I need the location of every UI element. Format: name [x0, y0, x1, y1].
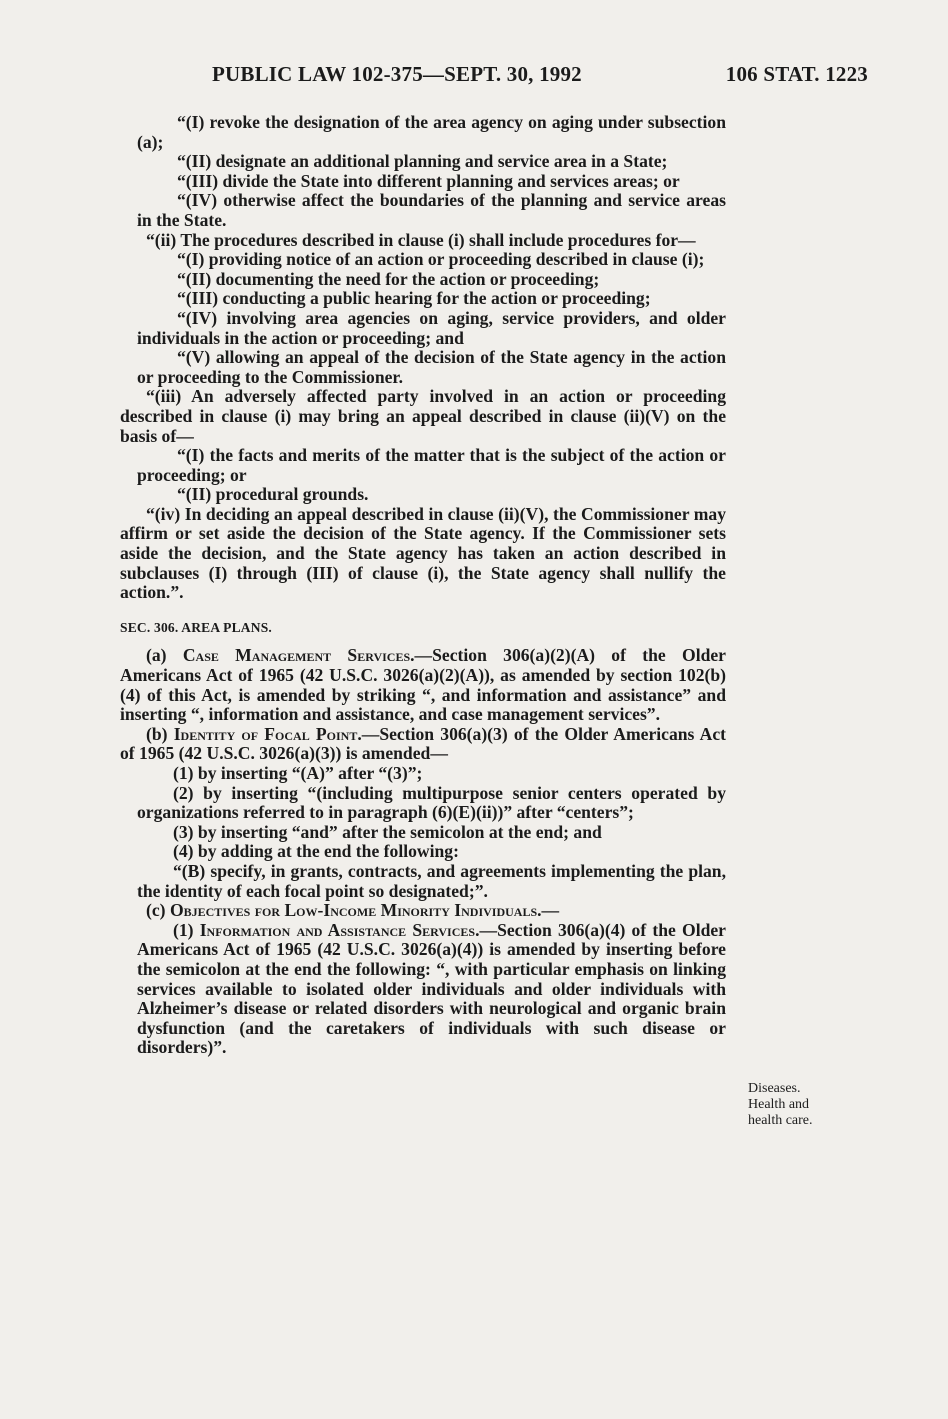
paragraph-b4-b: “(B) specify, in grants, contracts, and agreements implementing the plan, the identity of each focal point so designated;”.: [137, 860, 726, 901]
subsection-a-text: .—Section 306(a)(2)(A) of the Older Americans Act of 1965 (42 U.S.C. 3026(a)(2)(A)), as amended by section 102(b)(4) of this Act, is amended by striking “, and information and assistance” and inserting “, information and assistance, and case management services”.: [120, 645, 726, 725]
subsection-a-label: (a): [146, 645, 183, 666]
paragraph-subsection-b: [120, 725, 726, 764]
paragraph-clause-ii: “(ii) The procedures described in clause (i) shall include procedures for—: [146, 229, 696, 250]
paragraph-allowing-appeal: “(V) allowing an appeal of the decision of the State agency in the action or proceeding to the Commissioner.: [137, 347, 726, 387]
c1-label: (1): [173, 919, 200, 940]
c1-text: .—Section 306(a)(4) of the Older Americans Act of 1965 (42 U.S.C. 3026(a)(4)) is amended by inserting before the semicolon at the end the following: “, with particular emphasis on linking services available to isolated older individuals and older individuals with Alzheimer’s disease or related disorders with neurological and organic brain dysfunction (and the caretakers of individuals with such disease or disorders)”.: [137, 919, 726, 1058]
margin-note: [748, 1081, 813, 1129]
c1-title: Information and Assistance Services: [199, 919, 476, 940]
paragraph-b2: (2) by inserting “(including multipurpose senior centers operated by organizations referred to in paragraph (6)(E)(ii))” after “centers”;: [137, 782, 726, 823]
document-body: [120, 113, 726, 1058]
paragraph-clause-iii: “(iii) An adversely affected party involved in an action or proceeding described in clause (i) may bring an appeal described in clause (ii)(V) on the basis of—: [120, 386, 726, 446]
paragraph-facts-merits: “(I) the facts and merits of the matter that is the subject of the action or proceeding; or: [137, 445, 726, 485]
subsection-b-title: Identity of Focal Point: [173, 723, 358, 744]
paragraph-c1: [120, 921, 726, 1058]
paragraph-b1: (1) by inserting “(A)” after “(3)”;: [173, 763, 423, 783]
paragraph-divide-state: “(III) divide the State into different planning and services areas; or: [177, 170, 680, 191]
subsection-a-title: Case Management Services: [182, 645, 411, 666]
paragraph-b3: (3) by inserting “and” after the semicolon at the end; and: [173, 821, 602, 842]
header-title: PUBLIC LAW 102-375—SEPT. 30, 1992: [212, 62, 582, 86]
subsection-c-title: Objectives for Low-Income Minority Individuals: [169, 900, 538, 921]
paragraph-affect-boundaries: “(IV) otherwise affect the boundaries of the planning and service areas in the State.: [137, 190, 726, 230]
subsection-b-label: (b): [146, 723, 174, 744]
subsection-b-text: .—Section 306(a)(3) of the Older Americans Act of 1965 (42 U.S.C. 3026(a)(3)) is amended—: [120, 723, 726, 764]
paragraph-documenting-need: “(II) documenting the need for the action or proceeding;: [177, 268, 600, 289]
margin-note-line-2: Health and: [748, 1097, 810, 1112]
paragraph-public-hearing: “(III) conducting a public hearing for the action or proceeding;: [177, 288, 651, 309]
running-header: [212, 62, 868, 92]
paragraph-procedural-grounds: “(II) procedural grounds.: [177, 484, 369, 505]
margin-note-line-1: Diseases.: [748, 1081, 801, 1096]
paragraph-providing-notice: “(I) providing notice of an action or proceeding described in clause (i);: [177, 249, 705, 270]
section-heading: SEC. 306. AREA PLANS.: [120, 619, 272, 635]
paragraph-subsection-c: [120, 901, 726, 921]
paragraph-involving-agencies: “(IV) involving area agencies on aging, service providers, and older individuals in the action or proceeding; and: [137, 307, 726, 348]
subsection-c-label: (c): [146, 900, 170, 921]
paragraph-additional-area: “(II) designate an additional planning and service area in a State;: [177, 151, 668, 172]
subsection-c-text: .—: [537, 900, 560, 921]
paragraph-b4: (4) by adding at the end the following:: [173, 841, 459, 862]
paragraph-clause-iv: “(iv) In deciding an appeal described in clause (ii)(V), the Commissioner may affirm or set aside the decision of the State agency. If the Commissioner sets aside the decision, and the State agency has taken an action described in subclauses (I) through (III) of clause (i), the State agency shall nullify the action.”.: [120, 503, 726, 603]
margin-note-line-3: health care.: [748, 1113, 813, 1128]
header-page-number: 106 STAT. 1223: [725, 62, 868, 86]
paragraph-subsection-a: [120, 646, 726, 724]
paragraph-revoke-designation: “(I) revoke the designation of the area agency on aging under subsection (a);: [137, 112, 726, 152]
